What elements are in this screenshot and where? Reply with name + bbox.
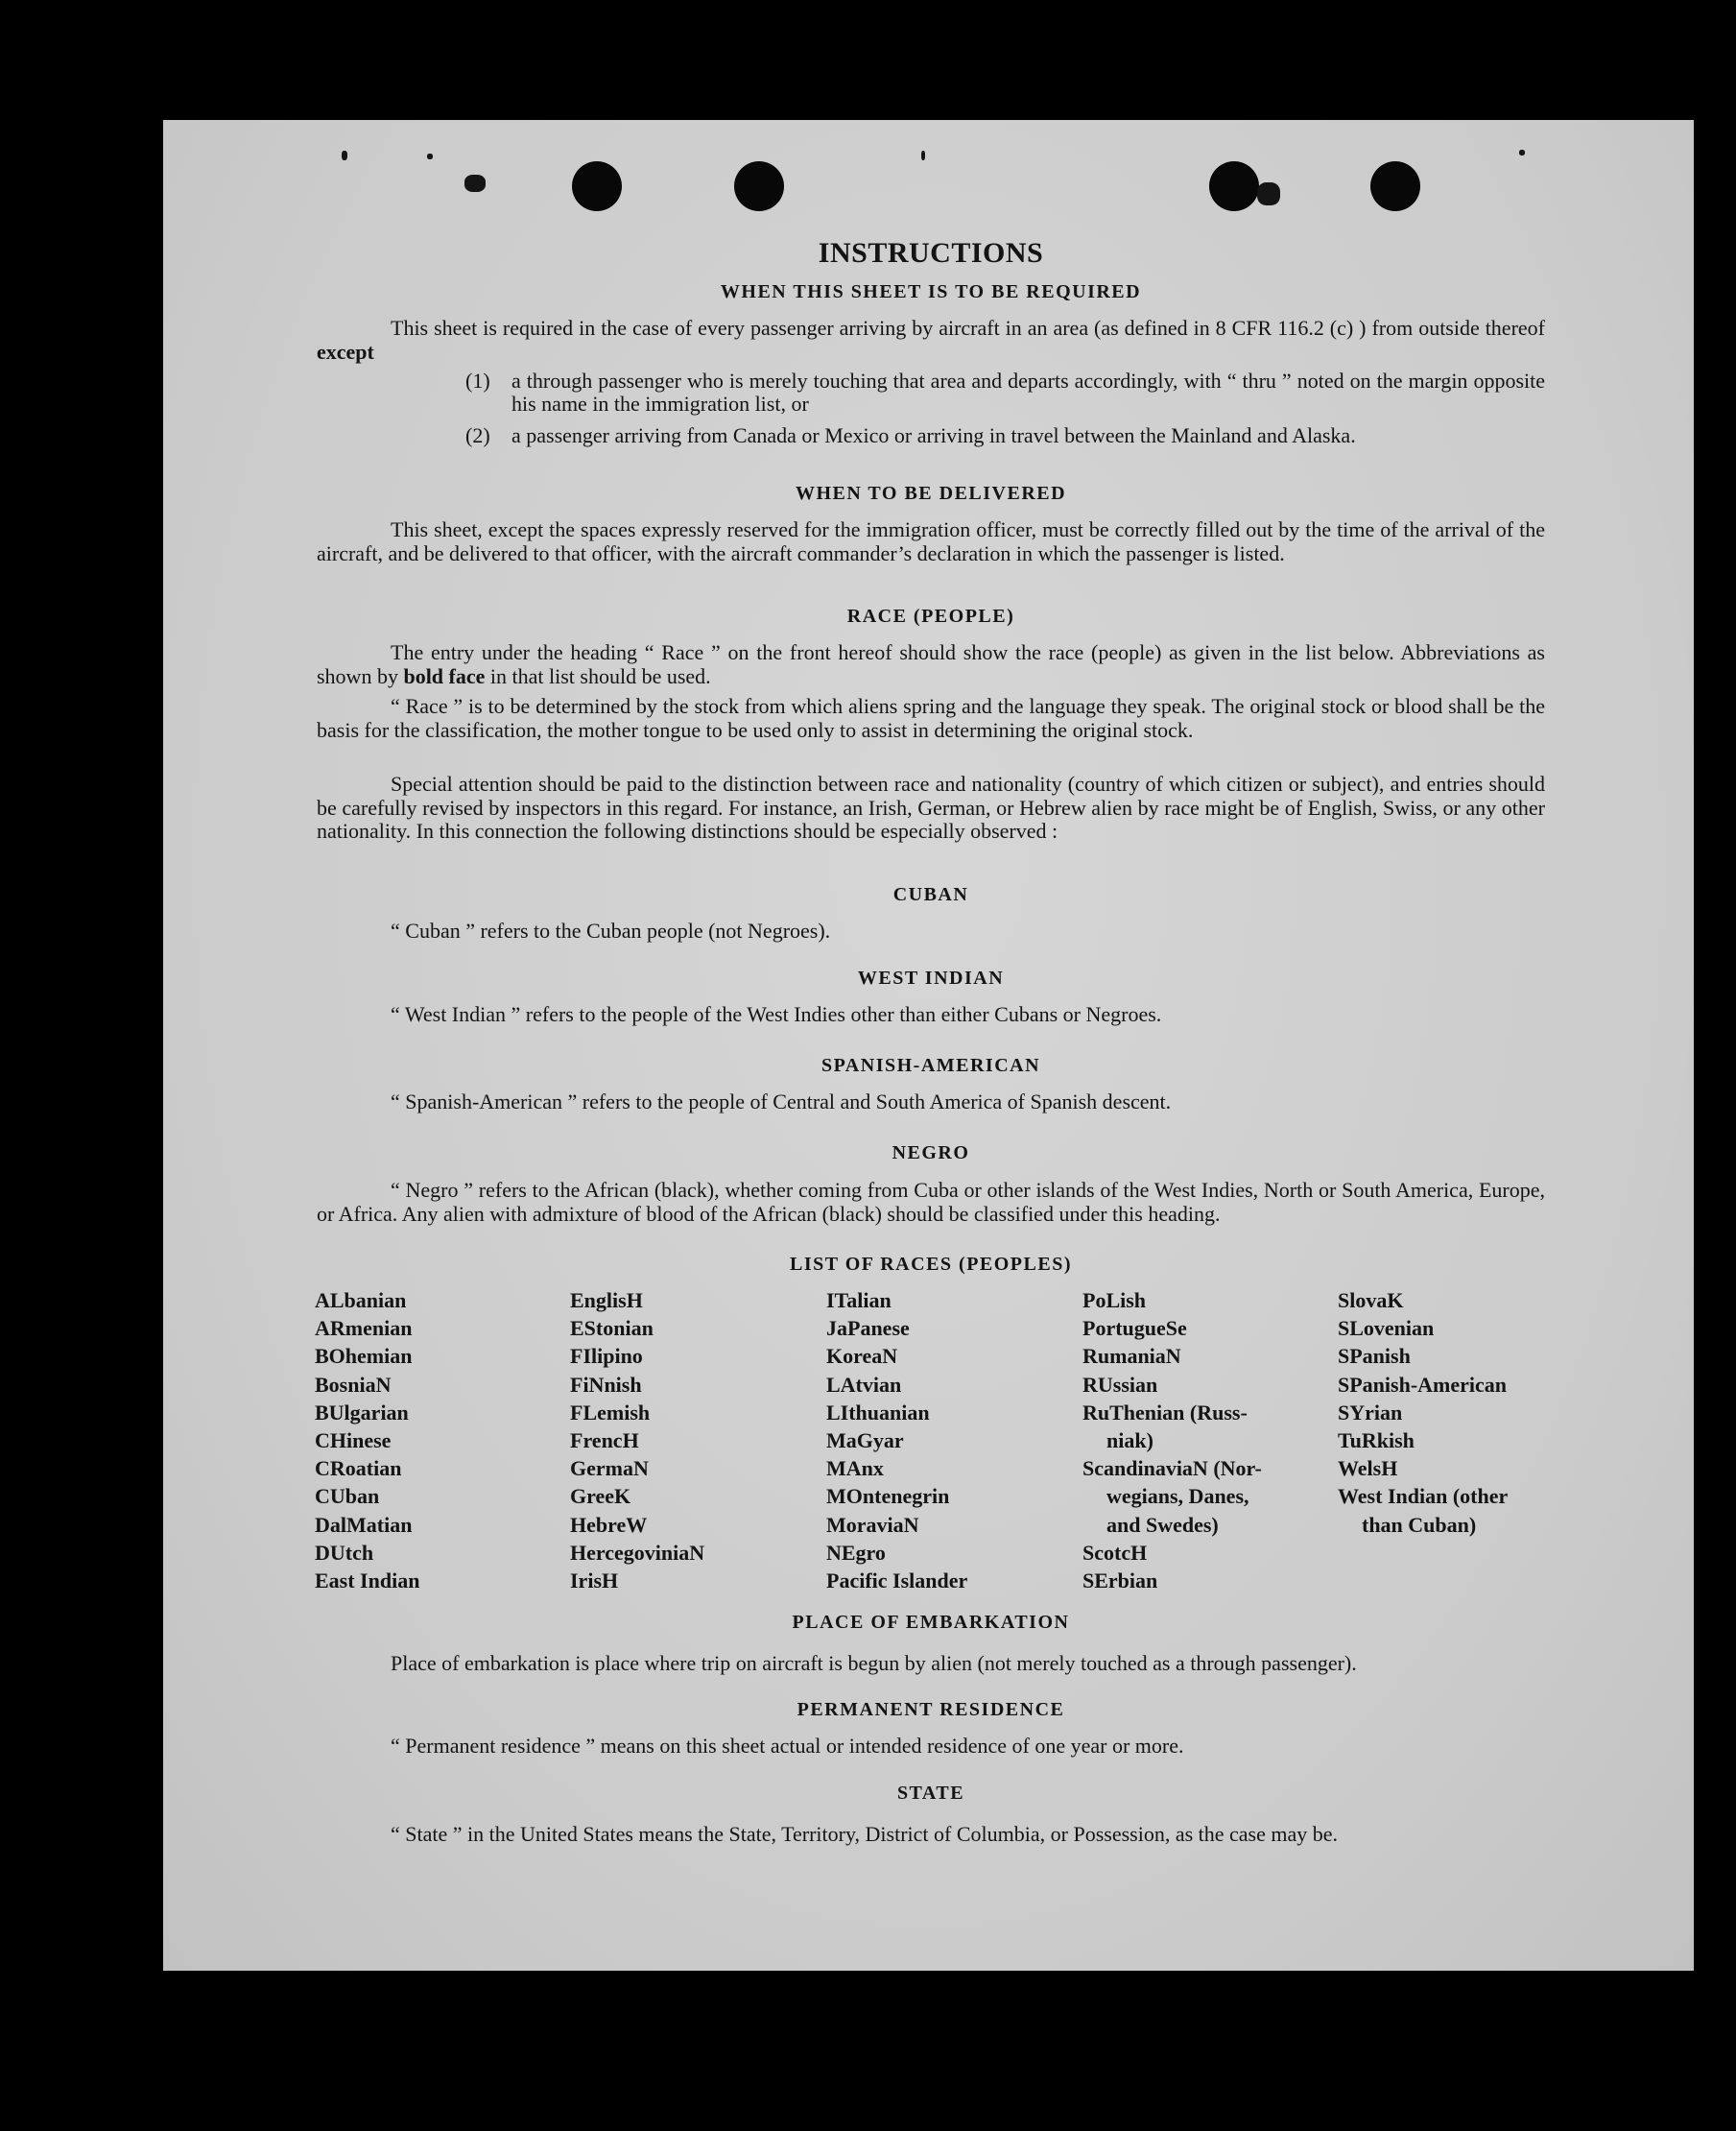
race-list-item: PortugueSe bbox=[1082, 1316, 1187, 1341]
race-list-item: EStonian bbox=[570, 1316, 654, 1341]
heading-list-of-races: LIST OF RACES (PEOPLES) bbox=[789, 1254, 1072, 1275]
race-list-column-1 bbox=[315, 1286, 564, 1594]
race-list-item: TuRkish bbox=[1338, 1428, 1415, 1453]
item-text: a passenger arriving from Canada or Mexico or arriving in travel between the Mainland and Alaska. bbox=[511, 423, 1356, 447]
race-list-item: ITalian bbox=[826, 1288, 892, 1312]
race-list-item: Pacific Islander bbox=[826, 1568, 968, 1593]
heading-west-indian: WEST INDIAN bbox=[857, 968, 1005, 989]
race-list-item: niak) bbox=[1106, 1428, 1153, 1453]
ink-speck bbox=[464, 175, 486, 192]
race-list-item: DalMatian bbox=[315, 1512, 413, 1537]
race-list-item: FrencH bbox=[570, 1428, 639, 1453]
race-list-item: RUssian bbox=[1082, 1372, 1158, 1397]
race-p1-text: The entry under the heading “ Race ” on the front hereof should show the race (people) as given in the list below. Abbreviations as shown by bbox=[317, 640, 1545, 688]
west-indian-text: “ West Indian ” refers to the people of the West Indies other than either Cubans or Negroes. bbox=[391, 1002, 1162, 1026]
race-list-item: West Indian (other bbox=[1338, 1484, 1509, 1509]
race-list-item: and Swedes) bbox=[1106, 1512, 1219, 1537]
race-list-item: CHinese bbox=[315, 1428, 392, 1453]
heading-permanent-residence: PERMANENT RESIDENCE bbox=[797, 1699, 1065, 1720]
race-list-item: than Cuban) bbox=[1362, 1512, 1477, 1537]
race-list-item: PoLish bbox=[1082, 1288, 1147, 1312]
race-list-item: MaGyar bbox=[826, 1428, 904, 1453]
spanish-american-text: “ Spanish-American ” refers to the people of Central and South America of Spanish descent. bbox=[391, 1089, 1172, 1113]
race-list-column-3 bbox=[826, 1286, 1076, 1594]
race-list-item: CUban bbox=[315, 1484, 380, 1509]
heading-place-of-embarkation: PLACE OF EMBARKATION bbox=[792, 1612, 1070, 1633]
state-text: “ State ” in the United States means the State, Territory, District of Columbia, or Possession, as the case may be. bbox=[391, 1822, 1339, 1846]
item-number: (1) bbox=[465, 369, 490, 393]
race-list-item: ScandinaviaN (Nor- bbox=[1082, 1456, 1262, 1481]
heading-race: RACE (PEOPLE) bbox=[846, 606, 1015, 627]
ink-speck bbox=[427, 154, 433, 159]
punch-hole bbox=[1370, 161, 1420, 211]
document-title: INSTRUCTIONS bbox=[818, 237, 1044, 269]
race-list-item: DUtch bbox=[315, 1540, 374, 1565]
residence-text: “ Permanent residence ” means on this sheet actual or intended residence of one year or more. bbox=[391, 1734, 1184, 1758]
heading-cuban: CUBAN bbox=[892, 884, 969, 905]
ink-speck bbox=[1519, 150, 1525, 156]
item-number: (2) bbox=[465, 423, 490, 447]
race-list-item: ScotcH bbox=[1082, 1540, 1148, 1565]
race-list-item: BOhemian bbox=[315, 1344, 413, 1369]
cuban-text: “ Cuban ” refers to the Cuban people (not Negroes). bbox=[391, 919, 831, 943]
required-intro bbox=[317, 317, 1545, 364]
race-list-item: LAtvian bbox=[826, 1372, 902, 1397]
item-text: a through passenger who is merely touching that area and departs accordingly, with “ thru ” noted on the margin opposite his name in the immigration list, or bbox=[511, 369, 1545, 416]
race-list-item: HebreW bbox=[570, 1512, 648, 1537]
required-intro-bold: except bbox=[317, 339, 374, 364]
race-list-column-2 bbox=[570, 1286, 820, 1594]
race-list-item: FIlipino bbox=[570, 1344, 643, 1369]
race-list-item: BosniaN bbox=[315, 1372, 392, 1397]
race-list-item: BUlgarian bbox=[315, 1400, 409, 1425]
race-list-item: FLemish bbox=[570, 1400, 651, 1425]
race-list-item: GreeK bbox=[570, 1484, 631, 1509]
race-list-item: GermaN bbox=[570, 1456, 649, 1481]
race-list-item: EnglisH bbox=[570, 1288, 643, 1312]
race-list-item: ALbanian bbox=[315, 1288, 407, 1312]
race-list-item: JaPanese bbox=[826, 1316, 910, 1341]
race-list-item: LIthuanian bbox=[826, 1400, 930, 1425]
race-list-item: SPanish bbox=[1338, 1344, 1411, 1369]
race-list-item: SPanish-American bbox=[1338, 1372, 1507, 1397]
race-list-item: MoraviaN bbox=[826, 1512, 919, 1537]
ink-speck bbox=[921, 151, 925, 160]
race-list-item: IrisH bbox=[570, 1568, 619, 1593]
race-list-item: RumaniaN bbox=[1082, 1344, 1181, 1369]
required-intro-text: This sheet is required in the case of every passenger arriving by aircraft in an area (as defined in 8 CFR 116.2 (c) ) from outside thereof bbox=[391, 316, 1545, 340]
race-list-item: MAnx bbox=[826, 1456, 884, 1481]
heading-when-required: WHEN THIS SHEET IS TO BE REQUIRED bbox=[720, 281, 1142, 302]
heading-state: STATE bbox=[896, 1783, 965, 1804]
embarkation-text: Place of embarkation is place where trip on aircraft is begun by alien (not merely touched as a through passenger). bbox=[391, 1651, 1357, 1675]
race-list-column-4 bbox=[1082, 1286, 1332, 1594]
race-list-item: NEgro bbox=[826, 1540, 886, 1565]
delivered-text: This sheet, except the spaces expressly reserved for the immigration officer, must be correctly filled out by the time of the arrival of the aircraft, and be delivered to that officer, with the aircraft commander’s declaration in which the passenger is listed. bbox=[317, 517, 1545, 565]
ink-speck bbox=[342, 151, 347, 160]
ink-speck bbox=[1257, 182, 1280, 205]
heading-when-delivered: WHEN TO BE DELIVERED bbox=[795, 483, 1067, 504]
race-list-item: East Indian bbox=[315, 1568, 420, 1593]
race-paragraph-1 bbox=[317, 641, 1545, 688]
heading-negro: NEGRO bbox=[892, 1142, 970, 1163]
race-list-item: RuThenian (Russ- bbox=[1082, 1400, 1248, 1425]
race-list-item: SLovenian bbox=[1338, 1316, 1435, 1341]
race-list-item: wegians, Danes, bbox=[1106, 1484, 1249, 1509]
race-list-item: SlovaK bbox=[1338, 1288, 1404, 1312]
race-list-item: WelsH bbox=[1338, 1456, 1398, 1481]
race-paragraph-2: “ Race ” is to be determined by the stock from which aliens spring and the language they speak. The original stock or blood shall be the basis for the classification, the mother tongue to be used only to assist in determining the original stock. bbox=[317, 694, 1545, 742]
race-list-item: SErbian bbox=[1082, 1568, 1158, 1593]
race-list-item: SYrian bbox=[1338, 1400, 1403, 1425]
race-list-item: HercegoviniaN bbox=[570, 1540, 705, 1565]
race-list-item: FiNnish bbox=[570, 1372, 642, 1397]
race-p1-text-end: in that list should be used. bbox=[485, 663, 711, 688]
race-list-item: KoreaN bbox=[826, 1344, 898, 1369]
heading-spanish-american: SPANISH-AMERICAN bbox=[820, 1055, 1041, 1076]
race-list-item: CRoatian bbox=[315, 1456, 402, 1481]
negro-text: “ Negro ” refers to the African (black), whether coming from Cuba or other islands of the West Indies, North or South America, Europe, or Africa. Any alien with admixture of blood of the African (black) should be classified under this heading. bbox=[317, 1178, 1545, 1226]
race-list-column-5 bbox=[1338, 1286, 1587, 1539]
race-list-item: ARmenian bbox=[315, 1316, 413, 1341]
race-p1-bold: bold face bbox=[403, 663, 486, 688]
race-list-item: MOntenegrin bbox=[826, 1484, 950, 1509]
race-paragraph-3: Special attention should be paid to the distinction between race and nationality (country of which citizen or subject), and entries should be carefully revised by inspectors in this regard. For instance, an Irish, German, or Hebrew alien by race might be of English, Swiss, or any other nationality. In this connection the following distinctions should be especially observed : bbox=[317, 772, 1545, 843]
punch-hole bbox=[572, 161, 622, 211]
punch-hole bbox=[734, 161, 784, 211]
punch-hole bbox=[1209, 161, 1259, 211]
